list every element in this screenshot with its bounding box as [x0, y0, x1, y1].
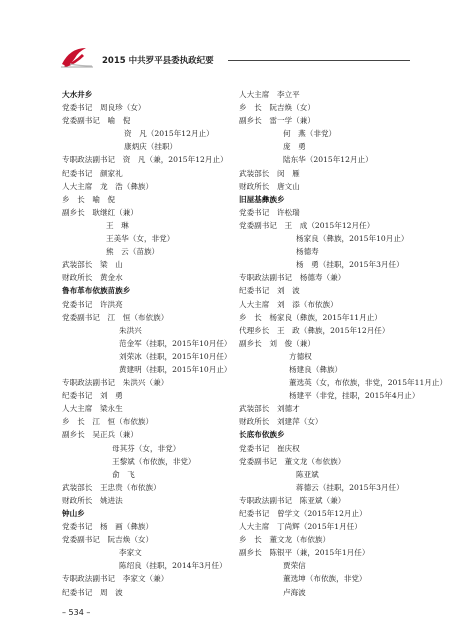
roster-line: 朱洪兴: [119, 325, 142, 335]
roster-line: 刘荣冰（挂职，2015年10月任）: [119, 351, 232, 361]
roster-line: 党委副书记 江 恒（布依族）: [62, 312, 169, 322]
roster-line: 党委书记 崔庆权: [239, 443, 300, 453]
roster-line: 母其芬（女，非党）: [112, 443, 181, 453]
roster-line: 王美华（女，非党）: [106, 234, 175, 244]
roster-line: 董选坤（布依族，非党）: [283, 574, 367, 584]
roster-line: 纪委书记 颜家礼: [62, 168, 123, 178]
roster-line: 杨建平（非党，挂职，2015年4月止）: [289, 391, 420, 401]
roster-line: 熊 云（苗族）: [106, 247, 160, 257]
roster-line: 陆东华（2015年12月止）: [283, 155, 373, 165]
roster-line: 黄建明（挂职，2015年10月止）: [119, 364, 232, 374]
section-heading: 钟山乡: [62, 509, 85, 518]
roster-line: 专职政法副书记 陈亚斌（兼）: [239, 495, 346, 505]
roster-line: 党委副书记 喻 倪: [62, 116, 131, 126]
roster-line: 党委书记 许松瑞: [239, 207, 300, 217]
roster-line: 武装部长 梁 山: [62, 260, 123, 270]
roster-line: 陈亚斌: [296, 469, 319, 479]
roster-line: 董选英（女，布依族，非党，2015年11月止）: [289, 378, 448, 388]
roster-line: 党委副书记 董文龙（布依族）: [239, 456, 346, 466]
roster-line: 财政所长 刘建萍（女）: [239, 417, 323, 427]
roster-line: 王黎斌（布依族，非党）: [112, 456, 196, 466]
roster-line: 乡 长 杨家良（彝族，2015年11月止）: [239, 312, 382, 322]
section-heading: 鲁布革布依族苗族乡: [62, 286, 131, 296]
roster-line: 乡 长 江 恒（布依族）: [62, 417, 154, 427]
roster-line: 乡 长 阮吉焕（女）: [239, 103, 315, 113]
roster-line: 蒋德云（挂职，2015年3月任）: [296, 482, 404, 492]
roster-line: 武装部长 王忠贵（布依族）: [62, 482, 161, 492]
roster-line: 乡 长 喻 倪: [62, 194, 116, 204]
roster-line: 王 琳: [106, 220, 129, 230]
roster-line: 杨 勇（挂职，2015年3月任）: [296, 260, 404, 270]
section-heading: 大水井乡: [62, 90, 93, 99]
roster-line: 杨德寿: [296, 247, 319, 257]
roster-line: 武装部长 刘德才: [239, 404, 300, 414]
roster-line: 何 燕（非党）: [283, 129, 337, 139]
roster-line: 方德权: [289, 351, 312, 361]
roster-line: 陈绍良（挂职，2014年3月任）: [119, 561, 227, 571]
roster-line: 人大主席 李立平: [239, 90, 300, 99]
roster-line: 纪委书记 刘 波: [239, 286, 300, 296]
roster-line: 财政所长 唐文山: [239, 181, 300, 191]
roster-line: 纪委书记 刘 勇: [62, 391, 123, 401]
roster-line: 专职政法副书记 资 凡（兼，2015年12月止）: [62, 155, 228, 165]
roster-line: 副乡长 雷一学（兼）: [239, 116, 315, 126]
party-emblem-icon: [60, 44, 94, 68]
roster-line: 杨建良（彝族）: [289, 364, 343, 374]
roster-line: 人大主席 梁永生: [62, 404, 123, 414]
roster-line: 俞 飞: [112, 469, 135, 479]
roster-line: 副乡长 刘 俊（兼）: [239, 338, 315, 348]
roster-line: 党委书记 杨 画（彝族）: [62, 522, 154, 532]
roster-line: 人大主席 龙 浩（彝族）: [62, 181, 154, 191]
roster-line: 专职政法副书记 朱洪兴（兼）: [62, 378, 169, 388]
roster-line: 财政所长 姚进法: [62, 495, 123, 505]
roster-line: 范金军（挂职，2015年10月任）: [119, 338, 232, 348]
roster-line: 副乡长 吴正兵（兼）: [62, 430, 138, 440]
roster-line: 乡 长 董文龙（布依族）: [239, 535, 331, 545]
roster-line: 武装部长 闵 雁: [239, 168, 300, 178]
roster-line: 党委副书记 王 成（2015年12月任）: [239, 220, 375, 230]
right-column: [239, 88, 448, 599]
roster-line: 人大主席 刘 添（布依族）: [239, 299, 338, 309]
page-number: – 534 –: [62, 608, 91, 617]
roster-line: 人大主席 丁尚辉（2015年1月任）: [239, 522, 362, 532]
roster-line: 杨家良（彝族，2015年10月止）: [296, 234, 409, 244]
page-header: [60, 44, 410, 68]
roster-line: 纪委书记 曾学文（2015年12月止）: [239, 509, 367, 518]
roster-line: 副乡长 耿继红（兼）: [62, 207, 138, 217]
section-heading: 旧屋基彝族乡: [239, 194, 285, 204]
roster-line: 党委书记 周良珍（女）: [62, 103, 146, 113]
roster-line: 资 凡（2015年12月止）: [124, 129, 214, 139]
section-heading: 长底布依族乡: [239, 430, 285, 440]
roster-line: 庞 勇: [283, 142, 306, 152]
roster-line: 卢海波: [283, 587, 306, 597]
roster-line: 康炳庆（挂职）: [124, 142, 178, 152]
roster-line: 代理乡长 王 政（彝族，2015年12月任）: [239, 325, 390, 335]
left-column: [62, 88, 262, 599]
roster-line: 副乡长 陈银平（兼，2015年1月任）: [239, 548, 370, 558]
roster-line: 党委书记 许洪亮: [62, 299, 123, 309]
roster-line: 专职政法副书记 李家文（兼）: [62, 574, 169, 584]
roster-line: 纪委书记 周 波: [62, 587, 123, 597]
roster-line: 李家文: [119, 548, 142, 558]
roster-line: 专职政法副书记 杨德寿（兼）: [239, 273, 346, 283]
roster-line: 财政所长 黄金水: [62, 273, 123, 283]
header-title: 2015 中共罗平县委执政纪要: [102, 56, 214, 66]
header-rule: [228, 60, 410, 61]
roster-line: 贾荣信: [283, 561, 306, 571]
roster-line: 党委副书记 阮吉焕（女）: [62, 535, 154, 545]
